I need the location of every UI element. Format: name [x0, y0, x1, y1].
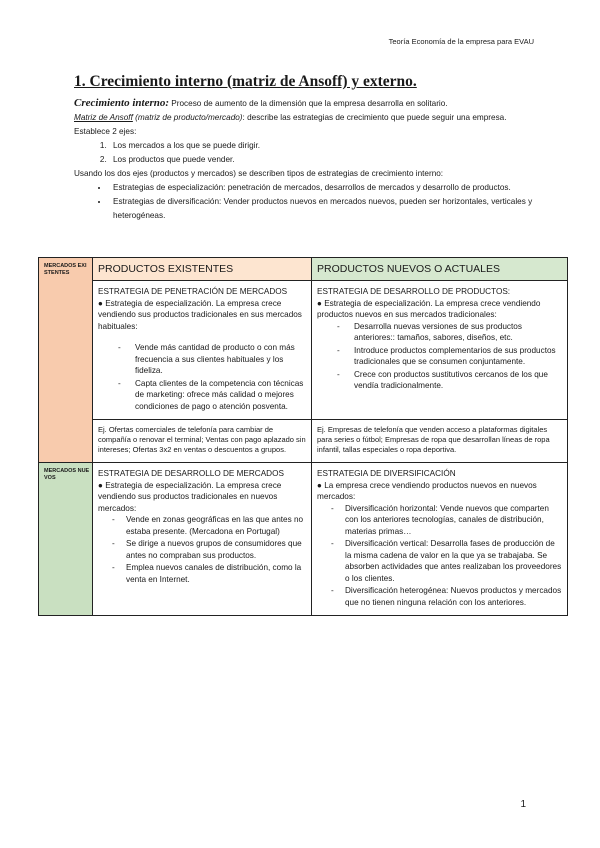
list-item: - Diversificación horizontal: Vende nuevos que comparten con los anteriores tecnologías, canales de distribución, materias primas… — [317, 503, 562, 538]
definition-term: Crecimiento interno: — [74, 97, 170, 109]
list-item: - Desarrolla nuevas versiones de sus productos anteriores:: tamaños, sabores, diseños, etc. — [317, 321, 562, 344]
cell-diversification — [312, 463, 568, 616]
list-item: - Capta clientes de la competencia con técnicas de marketing: ofrece más calidad o mejores condiciones de pago o atención posventa. — [98, 378, 306, 413]
row-header-existing-markets: MERCADOS EXISTENTES — [39, 258, 93, 463]
axis-item: 2. Los productos que puede vender. — [109, 153, 534, 167]
example-product-development: Ej. Empresas de telefonía que venden acceso a plataformas digitales para series o fútbol; Empresas de ropa que desarrollan líneas de ropa infantil, tallas especiales o ropa deportiva. — [312, 420, 568, 463]
col-header-existing-products: PRODUCTOS EXISTENTES — [93, 258, 312, 281]
strategy-title: ESTRATEGIA DE DESARROLLO DE PRODUCTOS: — [317, 287, 511, 296]
row-header-new-markets: MERCADOS NUEVOS — [39, 463, 93, 616]
strategy-items — [98, 514, 306, 585]
axes-list — [92, 139, 534, 167]
strategy-title: ESTRATEGIA DE PENETRACIÓN DE MERCADOS — [98, 287, 288, 296]
list-item: - Diversificación heterogénea: Nuevos productos y mercados que no tienen ninguna relación con los anteriores. — [317, 585, 562, 608]
matrix-paragraph — [74, 111, 534, 139]
strategies-list — [92, 181, 534, 223]
cell-product-development — [312, 281, 568, 420]
table-row — [39, 463, 568, 616]
strategy-items — [98, 342, 306, 412]
list-item: - Se dirige a nuevos grupos de consumidores que antes no compraban sus productos. — [98, 538, 306, 561]
axis-item: 1. Los mercados a los que se puede dirigir. — [109, 139, 534, 153]
strategy-items — [317, 503, 562, 609]
ansoff-matrix — [38, 257, 568, 616]
header-row — [39, 258, 568, 281]
matrix-text: : describe las estrategias de crecimiento que puede seguir una empresa. Establece 2 ejes: — [74, 113, 507, 136]
definition-paragraph — [74, 96, 534, 111]
strategy-lead: ● Estrategia de especialización. La empresa crece vendiendo sus productos tradicionales en nuevos mercados: — [98, 480, 282, 513]
intro-text — [74, 96, 534, 223]
list-item: - Vende más cantidad de producto o con más frecuencia a sus clientes habituales y los fideliza. — [98, 342, 306, 377]
strategy-lead: ● Estrategia de especialización. La empresa crece vendiendo productos nuevos en sus mercados tradicionales: — [317, 298, 541, 319]
table-row — [39, 281, 568, 420]
matrix-paren: (matriz de producto/mercado) — [132, 113, 243, 122]
list-item: - Emplea nuevos canales de distribución, como la venta en Internet. — [98, 562, 306, 585]
axes-intro: Usando los dos ejes (productos y mercados) se describen tipos de estrategias de crecimiento interno: — [74, 169, 444, 178]
list-item: - Vende en zonas geográficas en las que antes no estaba presente. (Mercadona en Portugal) — [98, 514, 306, 537]
list-item: - Crece con productos sustitutivos cercanos de los que vendía tradicionalmente. — [317, 369, 562, 392]
cell-market-development — [93, 463, 312, 616]
strategy-item: • Estrategias de diversificación: Vender productos nuevos en mercados nuevos, pueden ser horizontales, verticales y heterogéneas. — [109, 195, 534, 223]
section-title: 1. Crecimiento interno (matriz de Ansoff) y externo. — [74, 73, 417, 90]
strategy-title: ESTRATEGIA DE DIVERSIFICACIÓN — [317, 469, 456, 478]
col-header-new-products: PRODUCTOS NUEVOS O ACTUALES — [312, 258, 568, 281]
definition-text: Proceso de aumento de la dimensión que la empresa desarrolla en solitario. — [169, 99, 448, 108]
strategy-item: • Estrategias de especialización: penetración de mercados, desarrollos de mercados y desarrollo de productos. — [109, 181, 534, 195]
list-item: - Diversificación vertical: Desarrolla fases de producción de la misma cadena de valor en la que ya se trabajaba. Se absorben actividades que antes realizaban los proveedores o los clientes. — [317, 538, 562, 584]
table-row — [39, 420, 568, 463]
page-number: 1 — [520, 799, 526, 810]
matrix-term: Matriz de Ansoff — [74, 113, 133, 122]
list-item: - Introduce productos complementarios de sus productos tradicionales que se consumen conjuntamente. — [317, 345, 562, 368]
strategy-items — [317, 321, 562, 392]
strategy-lead: ● Estrategia de especialización. La empresa crece vendiendo sus productos tradicionales en sus mercados habituales: — [98, 298, 302, 331]
running-header: Teoría Economía de la empresa para EVAU — [388, 37, 534, 46]
strategy-title: ESTRATEGIA DE DESARROLLO DE MERCADOS — [98, 469, 284, 478]
strategy-lead: ● La empresa crece vendiendo productos nuevos en nuevos mercados: — [317, 480, 537, 501]
example-market-penetration: Ej. Ofertas comerciales de telefonía para cambiar de compañía o renovar el terminal; Ventas con pago aplazado sin intereses; Ofertas 3x2 en ventas o descuentos a grupos. — [93, 420, 312, 463]
cell-market-penetration — [93, 281, 312, 420]
